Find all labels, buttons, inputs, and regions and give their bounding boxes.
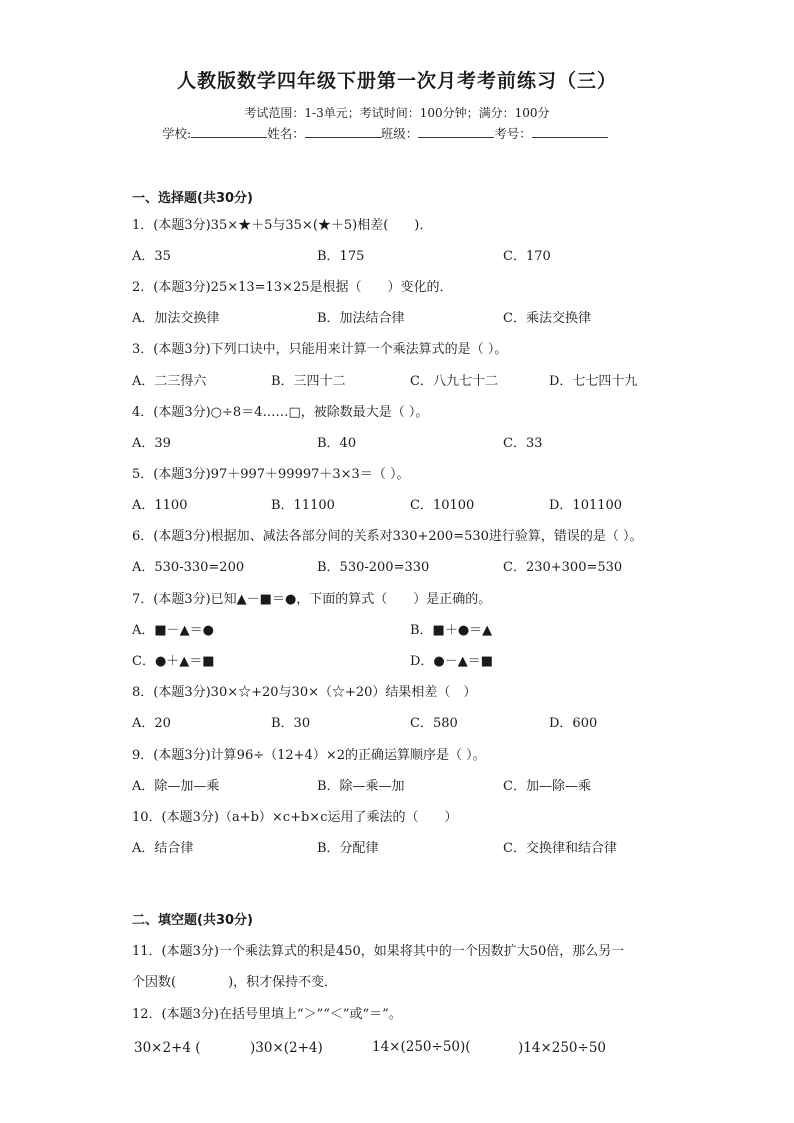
question-9: 9．(本题3分)计算96÷（12+4）×2的正确运算顺序是（ ）。 <box>132 748 486 763</box>
q1-option-b: B．175 <box>317 249 365 264</box>
school-label: 学校: <box>162 126 192 141</box>
q12-expr1-left: 30×2+4 ( <box>134 1040 201 1056</box>
q5-option-a: A．1100 <box>132 498 188 513</box>
question-3: 3．(本题3分)下列口诀中，只能用来计算一个乘法算式的是（ ）。 <box>132 342 508 357</box>
q4-option-b: B．40 <box>317 436 357 451</box>
name-label: 姓名： <box>267 126 305 141</box>
q8-option-a: A．20 <box>132 716 171 731</box>
name-blank[interactable] <box>305 125 381 138</box>
q8-option-d: D．600 <box>549 716 598 731</box>
q5-option-b: B．11100 <box>271 498 335 513</box>
q12-blank-2[interactable] <box>478 1052 516 1053</box>
question-12: 12．(本题3分)在括号里填上“＞”“＜”或“＝”。 <box>132 1007 402 1022</box>
q7-option-a: A．■－▲＝● <box>132 623 215 638</box>
question-4: 4．(本题3分)○÷8＝4……□，被除数最大是（ ）。 <box>132 405 429 420</box>
class-label: 班级： <box>380 126 419 141</box>
question-5: 5．(本题3分)97＋997＋99997＋3×3＝（ ）。 <box>132 467 410 482</box>
question-11-line-1: 11．(本题3分)一个乘法算式的积是450，如果将其中的一个因数扩大50倍，那么另一 <box>132 944 625 959</box>
question-1: 1．(本题3分)35×★＋5与35×(★＋5)相差( )． <box>132 218 433 233</box>
q10-option-c: C．交换律和结合律 <box>503 841 617 856</box>
q6-option-a: A．530-330=200 <box>132 560 245 575</box>
q1-option-c: C．170 <box>503 249 551 264</box>
q12-expr2-left: 14×(250÷50)( <box>372 1039 471 1055</box>
exam-no-label: 考号： <box>494 126 532 141</box>
question-11-line-2: 个因数( )，积才保持不变． <box>132 975 338 990</box>
q2-option-b: B．加法结合律 <box>317 311 405 326</box>
q10-option-a: A．结合律 <box>132 841 194 856</box>
question-10: 10．(本题3分)（a+b）×c+b×c运用了乘法的（ ） <box>132 810 458 825</box>
section-heading-choice: 一、选择题(共30分) <box>132 191 253 206</box>
section-heading-fill: 二、填空题(共30分) <box>132 913 253 928</box>
q7-option-d: D．●－▲＝■ <box>410 654 494 669</box>
q3-option-a: A．二三得六 <box>132 374 207 389</box>
question-6: 6．(本题3分)根据加、减法各部分间的关系对330+200=530进行验算，错误的是（ ）。 <box>132 529 643 544</box>
q3-option-b: B．三四十二 <box>271 374 346 389</box>
q9-option-b: B．除—乘—加 <box>317 779 405 794</box>
q5-option-d: D．101100 <box>549 498 623 513</box>
q9-option-c: C．加—除—乘 <box>503 779 591 794</box>
q9-option-a: A．除—加—乘 <box>132 779 220 794</box>
q2-option-a: A．加法交换律 <box>132 311 220 326</box>
q7-option-b: B．■＋●＝▲ <box>410 623 493 638</box>
q6-option-c: C．230+300=530 <box>503 560 623 575</box>
question-2: 2．(本题3分)25×13=13×25是根据（ ）变化的． <box>132 280 453 295</box>
q12-expr2-right: )14×250÷50 <box>518 1040 607 1056</box>
q12-expr1-right: )30×(2+4) <box>250 1040 323 1056</box>
question-7: 7．(本题3分)已知▲－■＝●，下面的算式（ ）是正确的。 <box>132 592 492 607</box>
q6-option-b: B．530-200=330 <box>317 560 430 575</box>
class-blank[interactable] <box>418 125 494 138</box>
q8-option-b: B．30 <box>271 716 311 731</box>
exam-subtitle: 考试范围：1-3单元；考试时间：100分钟；满分：100分 <box>244 106 550 120</box>
question-8: 8．(本题3分)30×☆+20与30×（☆+20）结果相差（ ） <box>132 685 477 700</box>
q10-option-b: B．分配律 <box>317 841 379 856</box>
q3-option-c: C．八九七十二 <box>410 374 498 389</box>
page-title: 人教版数学四年级下册第一次月考考前练习（三） <box>176 70 617 92</box>
q5-option-c: C．10100 <box>410 498 475 513</box>
exam-no-blank[interactable] <box>532 125 608 138</box>
q3-option-d: D．七七四十九 <box>549 374 638 389</box>
q2-option-c: C．乘法交换律 <box>503 311 591 326</box>
q12-blank-1[interactable] <box>212 1052 248 1053</box>
q8-option-c: C．580 <box>410 716 458 731</box>
q4-option-a: A．39 <box>132 436 171 451</box>
school-blank[interactable] <box>191 125 267 138</box>
q1-option-a: A．35 <box>132 249 171 264</box>
q7-option-c: C．●＋▲＝■ <box>132 654 215 669</box>
q4-option-c: C．33 <box>503 436 543 451</box>
student-info-line <box>162 124 608 142</box>
